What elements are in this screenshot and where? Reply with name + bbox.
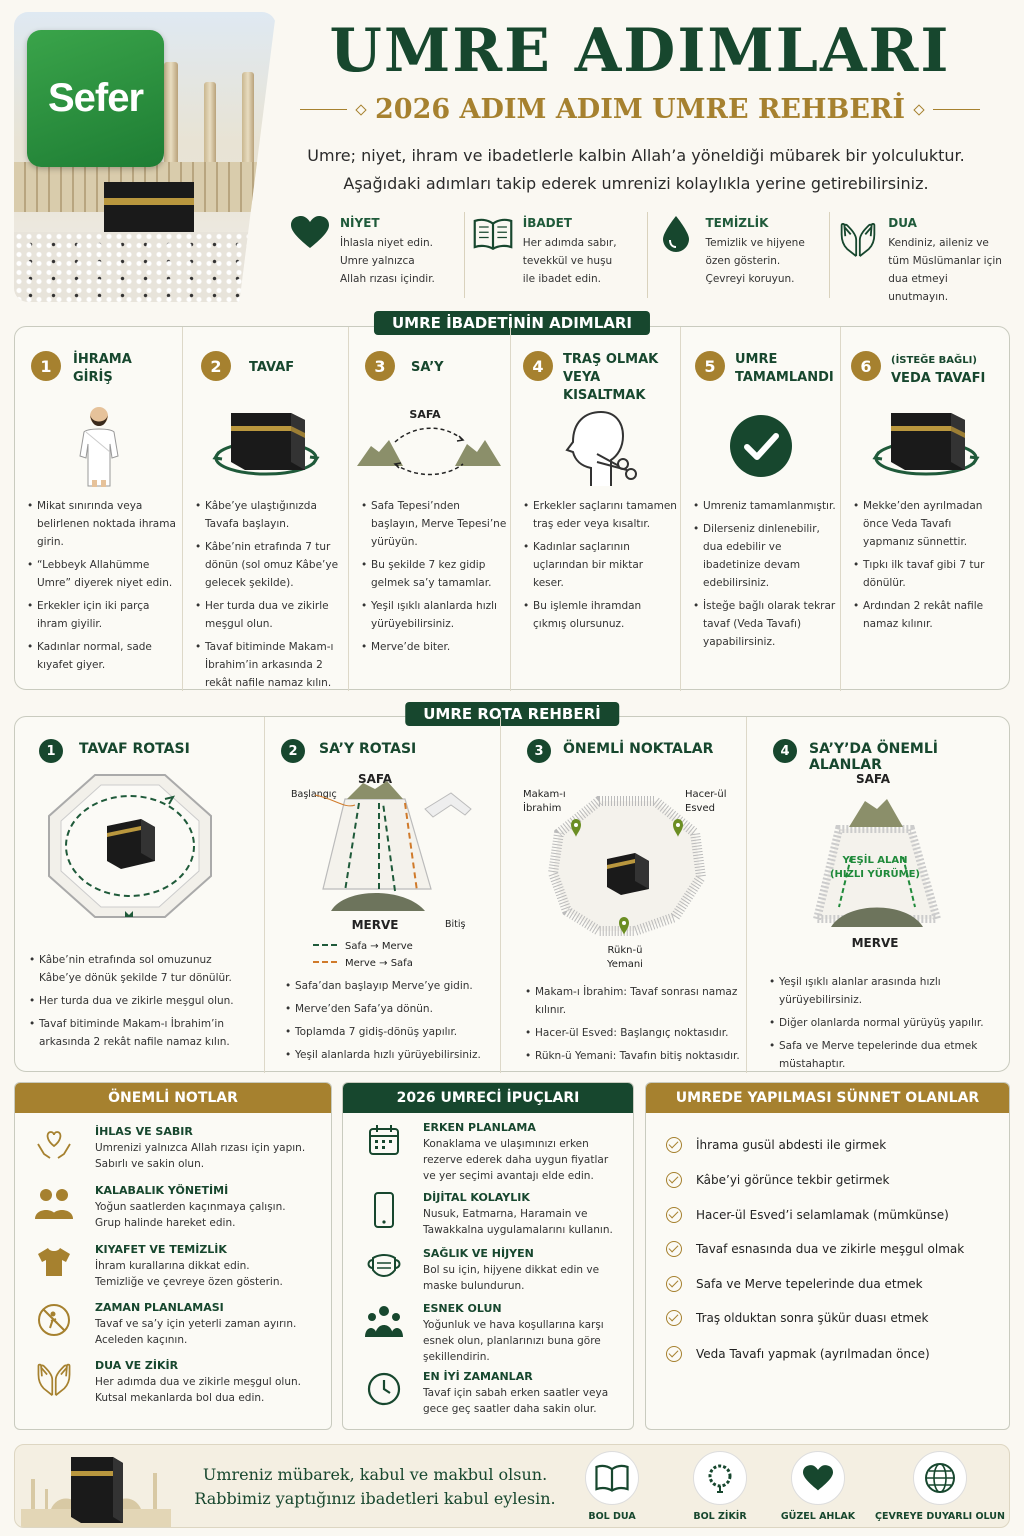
- svg-text:MERVE: MERVE: [851, 936, 899, 950]
- heart-hands-icon: [35, 1125, 73, 1163]
- sunnet-panel: [645, 1082, 1010, 1430]
- sunnet-item: Veda Tavafı yapmak (ayrılmadan önce): [666, 1346, 930, 1362]
- tavaf-route-diagram: [45, 771, 215, 921]
- principles-row: [282, 212, 1012, 303]
- important-points-diagram: [515, 781, 735, 971]
- sunnet-item: Safa ve Merve tepelerinde dua etmek: [666, 1276, 923, 1292]
- step-4: 4 TRAŞ OLMAK VEYA KISALTMAK • Erkekler saçlarını tamamen traş eder veya kısaltır. • Kadınlar saçlarının uçlarından bir miktar keser. • Bu işlemle ihramdan çıkmış olursunuz.: [511, 327, 681, 691]
- tips-panel: [342, 1082, 634, 1430]
- badge-bol-dua: BOL DUA: [557, 1451, 667, 1522]
- principle-ibadet: İBADET Her adımda sabır, tevekkül ve huşu ile ibadet edin.: [465, 212, 648, 298]
- route-section-title: UMRE ROTA REHBERİ: [405, 702, 619, 726]
- no-rush-icon: [35, 1301, 73, 1339]
- check-circle-icon: [666, 1276, 682, 1292]
- principle-niyet: NİYET İhlasla niyet edin. Umre yalnızca Allah rızası içindir.: [282, 212, 465, 298]
- steps-panel: [14, 314, 1010, 690]
- footer-banner: [14, 1444, 1010, 1528]
- note-item: ZAMAN PLANLAMASI Tavaf ve sa’y için yeterli zaman ayırın. Aceleden kaçının.: [35, 1301, 321, 1348]
- kaaba-circle-icon: [183, 401, 348, 491]
- step-number: 6: [851, 351, 881, 381]
- page-title: UMRE ADIMLARI: [329, 16, 951, 86]
- clock-icon: [365, 1370, 403, 1408]
- group-icon: [365, 1302, 403, 1340]
- step-5: 5 UMRE TAMAMLANDI • Umreniz tamamlanmıştır. • Dilerseniz dinlenebilir, dua edebilir ve ibadetinize devam edebilirsiniz. • İsteğe bağlı olarak tekrar tavaf (Veda Tavafı) yapabilirsiniz.: [681, 327, 841, 691]
- people-icon: [35, 1184, 73, 1222]
- note-item: KALABALIK YÖNETİMİ Yoğun saatlerden kaçınmaya çalışın. Grup halinde hareket edin.: [35, 1184, 321, 1231]
- page-subtitle: 2026 ADIM ADIM UMRE REHBERİ: [375, 94, 905, 125]
- step-number: 2: [201, 351, 231, 381]
- step-6: 6 (İSTEĞE BAĞLI) VEDA TAVAFI • Mekke’den ayrılmadan önce Veda Tavafı yapmanız sünnettir. • Tıpkı ilk tavaf gibi 7 tur dönülür. • Ardından 2 rekât nafile namaz kılınır.: [841, 327, 1011, 691]
- tip-item: ERKEN PLANLAMA Konaklama ve ulaşımınızı erken rezerve ederek daha uygun fiyatlar ve yer seçimi avantajı elde edin.: [365, 1121, 623, 1184]
- svg-text:Merve → Safa: Merve → Safa: [345, 958, 413, 969]
- kaaba-circle-icon: [841, 401, 1011, 491]
- check-circle-icon: [666, 1137, 682, 1153]
- tip-item: DİJİTAL KOLAYLIK Nusuk, Eatmarna, Haramain ve Tawakkalna uygulamalarını kullanın.: [365, 1191, 623, 1238]
- shirt-icon: [35, 1243, 73, 1281]
- sunnet-item: Kâbe’yi görünce tekbir getirmek: [666, 1172, 890, 1188]
- badge-cevreye-duyarli: ÇEVREYE DUYARLI OLUN: [875, 1451, 1005, 1522]
- svg-text:Bitiş: Bitiş: [445, 919, 466, 930]
- praying-hands-icon: [35, 1359, 73, 1397]
- say-route-diagram: [275, 769, 485, 969]
- tips-title: 2026 UMRECİ İPUÇLARI: [343, 1083, 633, 1113]
- tip-item: EN İYİ ZAMANLAR Tavaf için sabah erken saatler veya gece geç saatler daha sakin olur.: [365, 1370, 623, 1417]
- step-number: 1: [31, 351, 61, 381]
- note-item: KIYAFET VE TEMİZLİK İhram kurallarına dikkat edin. Temizliğe ve çevreye özen gösterin.: [35, 1243, 321, 1290]
- book-icon: [585, 1451, 639, 1505]
- pilgrim-icon: [15, 401, 182, 491]
- subtitle-row: [300, 94, 980, 125]
- heart-icon: [791, 1451, 845, 1505]
- sunnet-title: UMREDE YAPILMASI SÜNNET OLANLAR: [646, 1083, 1009, 1113]
- svg-text:MERVE: MERVE: [351, 918, 399, 932]
- svg-text:Rükn-ü: Rükn-ü: [607, 945, 643, 956]
- sefer-logo: Sefer: [27, 30, 164, 167]
- tip-item: SAĞLIK VE HİJYEN Bol su için, hijyene dikkat edin ve maske bulundurun.: [365, 1247, 623, 1294]
- step-3: 3 SA’Y SAFA • Safa Tepesi’nden başlayın, Merve Tepesi’ne yürüyün. • Bu şekilde 7 kez gidip gelmek sa’y tamamlar. • Yeşil ışıklı alanlarda hızlı yürüyebilirsiniz. • Merve’de biter.: [349, 327, 511, 691]
- check-circle-icon: [666, 1172, 682, 1188]
- badge-bol-zikir: BOL ZİKİR: [665, 1451, 775, 1522]
- svg-text:Hacer-ül: Hacer-ül: [685, 789, 727, 800]
- checkmark-icon: [681, 401, 840, 491]
- check-circle-icon: [666, 1346, 682, 1362]
- notes-title: ÖNEMLİ NOTLAR: [15, 1083, 331, 1113]
- sunnet-item: Tavaf esnasında dua ve zikirle meşgul olmak: [666, 1241, 964, 1257]
- haircut-scissors-icon: [511, 401, 680, 491]
- mosque-kaaba-illustration: [21, 1449, 171, 1528]
- principle-dua: DUA Kendiniz, aileniz ve tüm Müslümanlar için dua etmeyi unutmayın.: [830, 212, 1012, 298]
- sunnet-item: Hacer-ül Esved’i selamlamak (mümkünse): [666, 1207, 949, 1223]
- step-number: 5: [695, 351, 725, 381]
- svg-text:SAFA: SAFA: [855, 772, 891, 786]
- step-2: 2 TAVAF • Kâbe’ye ulaştığınızda Tavafa başlayın. • Kâbe’nin etrafında 7 tur dönün (sol omuz Kâbe’ye gelecek şekilde). • Her turda dua ve zikirle meşgul olun. • Tavaf bitiminde Makam-ı İbrahim’in arkasında 2 rekât nafile namaz kılın.: [183, 327, 349, 691]
- check-circle-icon: [666, 1241, 682, 1257]
- note-item: İHLAS VE SABIR Umrenizi yalnızca Allah rızası için yapın. Sabırlı ve sakin olun.: [35, 1125, 321, 1172]
- route-panel: [14, 705, 1010, 1072]
- svg-text:İbrahim: İbrahim: [523, 803, 562, 814]
- route-say-areas: 4 SA’Y’DA ÖNEMLİ ALANLAR SAFA YEŞİL ALAN (HIZLI YÜRÜME) MERVE • Yeşil ışıklı alanlar arasında hızlı yürüyebilirsiniz. • Diğer olanlarda normal yürüyüş yapılır. • Safa ve Merve tepelerinde dua etmek müstahaptır.: [747, 717, 1011, 1073]
- tasbih-icon: [693, 1451, 747, 1505]
- step-number: 4: [523, 351, 553, 381]
- svg-text:Safa → Merve: Safa → Merve: [345, 941, 413, 952]
- notes-panel: [14, 1082, 332, 1430]
- route-important-points: 3 ÖNEMLİ NOKTALAR Makam-ı İbrahim Hacer-ül Esved Rükn-ü Yemani • Makam-ı İbrahim: Tavaf sonrası namaz kılınır. • Hacer-ül Esved: Başlangıç noktasıdır. • Rükn-ü Yemani: Tavafın bitiş noktasıdır.: [501, 717, 747, 1073]
- praying-hands-icon: [838, 216, 878, 256]
- steps-section-title: UMRE İBADETİNİN ADIMLARI: [374, 311, 650, 335]
- tip-item: ESNEK OLUN Yoğunluk ve hava koşullarına karşı esnek olun, planlarınızı buna göre şekillendirin.: [365, 1302, 623, 1365]
- svg-text:(HIZLI YÜRÜME): (HIZLI YÜRÜME): [829, 869, 921, 880]
- svg-text:Yemani: Yemani: [607, 959, 643, 970]
- route-say: 2 SA’Y ROTASI SAFA Başlangıç MERVE Bitiş Safa → Merve Merve → Safa • Safa’dan başlayıp Merve’ye gidin. • Merve’den Safa’ya dönün. • Toplamda 7 gidiş-dönüş yapılır. • Yeşil alanlarda hızlı yürüyebilirsiniz.: [265, 717, 501, 1073]
- drop-icon: [656, 216, 696, 256]
- check-circle-icon: [666, 1310, 682, 1326]
- svg-text:SAFA: SAFA: [357, 772, 393, 786]
- principle-temizlik: TEMİZLİK Temizlik ve hijyene özen gösterin. Çevreyi koruyun.: [648, 212, 831, 298]
- safa-merve-icon: [349, 401, 510, 491]
- calendar-icon: [365, 1121, 403, 1159]
- svg-text:Esved: Esved: [685, 803, 715, 814]
- safa-label: SAFA: [408, 408, 441, 421]
- svg-text:YEŞİL ALAN: YEŞİL ALAN: [842, 855, 908, 866]
- intro-text: Umre; niyet, ihram ve ibadetlerle kalbin Allah’a yöneldiği mübarek bir yolculuktur. Aşağıdaki adımları takip ederek umrenizi kolaylıkla yerine getirebilirsiniz.: [307, 146, 965, 193]
- globe-icon: [913, 1451, 967, 1505]
- sunnet-item: İhrama gusül abdesti ile girmek: [666, 1137, 886, 1153]
- mask-icon: [365, 1247, 403, 1285]
- say-areas-diagram: [787, 769, 977, 959]
- note-item: DUA VE ZİKİR Her adımda dua ve zikirle meşgul olun. Kutsal mekanlarda bol dua edin.: [35, 1359, 321, 1406]
- step-number: 3: [365, 351, 395, 381]
- step-1: 1 İHRAMA GİRİŞ • Mikat sınırında veya belirlenen noktada ihrama girin. • “Lebbeyk Allahümme Umre” diyerek niyet edin. • Erkekler için iki parça ihram giyilir. • Kadınlar normal, sade kıyafet giyer.: [15, 327, 183, 691]
- svg-text:Makam-ı: Makam-ı: [523, 789, 566, 800]
- route-tavaf: 1 TAVAF ROTASI • Kâbe’nin etrafında sol omuzunuz Kâbe’ye dönük şekilde 7 tur dönülür. • Her turda dua ve zikirle meşgul olun. • Tavaf bitiminde Makam-ı İbrahim’in arkasında 2 rekât nafile namaz kılın.: [15, 717, 265, 1073]
- svg-text:Başlangıç: Başlangıç: [291, 789, 337, 800]
- sunnet-item: Traş olduktan sonra şükür duası etmek: [666, 1310, 928, 1326]
- blessing-text: Umreniz mübarek, kabul ve makbul olsun. Rabbimiz yaptığınız ibadetleri kabul eylesin.: [194, 1465, 556, 1508]
- check-circle-icon: [666, 1207, 682, 1223]
- phone-icon: [365, 1191, 403, 1229]
- heart-icon: [290, 216, 330, 256]
- badge-guzel-ahlak: GÜZEL AHLAK: [763, 1451, 873, 1522]
- book-icon: [473, 216, 513, 256]
